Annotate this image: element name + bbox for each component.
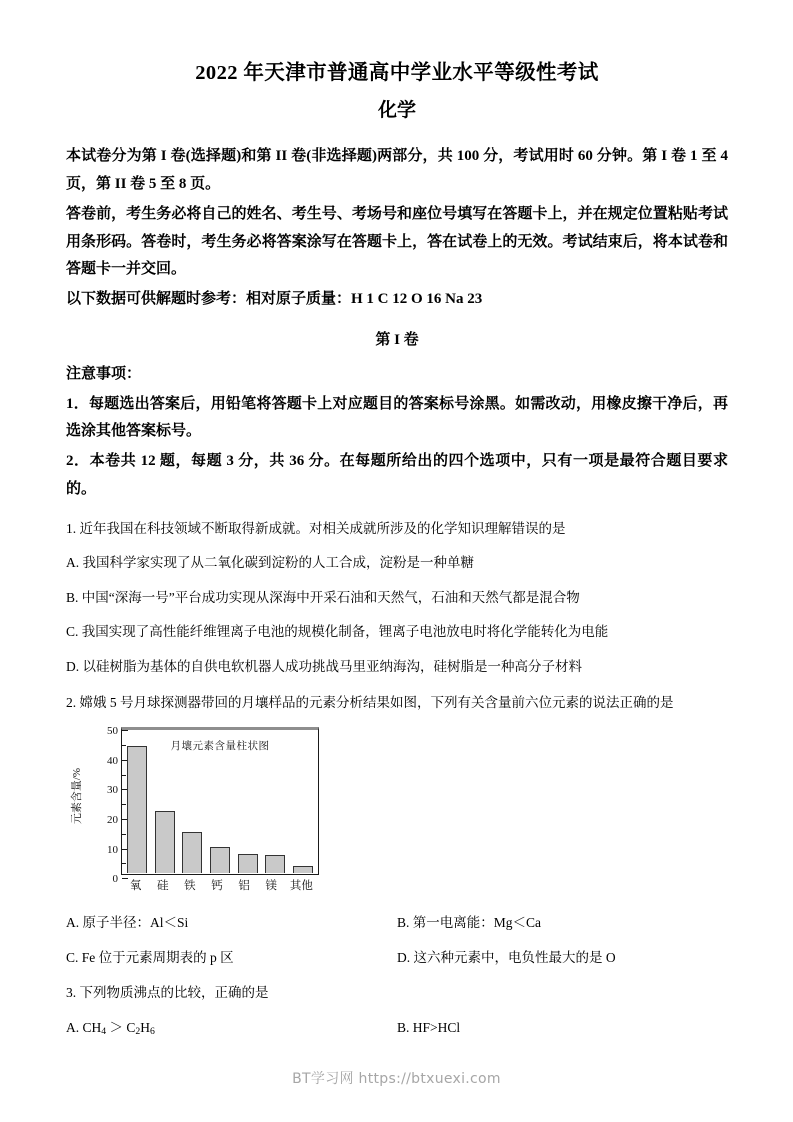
notes-label: 注意事项： xyxy=(66,365,142,382)
chart-y-tick-label: 40 xyxy=(107,754,118,767)
question-2-figure xyxy=(66,721,728,899)
question-1-stem: 1. 近年我国在科技领域不断取得新成就。对相关成就所涉及的化学知识理解错误的是 xyxy=(66,520,566,536)
chart-x-tick-label: 硅 xyxy=(156,880,169,893)
question-2-options-row-1 xyxy=(66,912,728,934)
question-1-option-b[interactable]: B. 中国“深海一号”平台成功实现从深海中开采石油和天然气，石油和天然气都是混合物 xyxy=(66,589,580,605)
chart-plot-area xyxy=(107,725,319,886)
instruction-paragraph-1: 本试卷分为第 I 卷(选择题)和第 II 卷(非选择题)两部分，共 100 分，考试用时 60 分钟。第 I 卷 1 至 4 页，第 II 卷 5 至 8 页。 xyxy=(66,148,728,193)
question-2-options-row-2 xyxy=(66,947,728,969)
chart-x-tick-label: 铁 xyxy=(184,880,196,893)
chart-bar xyxy=(155,811,175,873)
chart-y-tick-label: 0 xyxy=(112,873,118,886)
page-content xyxy=(66,60,728,1040)
chart-y-tick-label: 50 xyxy=(107,725,118,738)
chart-bar xyxy=(293,866,313,873)
question-3-option-a[interactable] xyxy=(66,1017,397,1040)
notes-item-2: 2．本卷共 12 题，每题 3 分，共 36 分。在每题所给出的四个选项中，只有一项是最符合题目要求的。 xyxy=(66,453,728,497)
question-3-options-row-1 xyxy=(66,1017,728,1040)
chart-title: 月壤元素含量柱状图 xyxy=(170,741,270,753)
chart-y-tick-major xyxy=(107,725,128,738)
section-one-heading: 第 I 卷 xyxy=(375,331,419,348)
chart-y-tick-label: 30 xyxy=(107,784,118,797)
notes-item-1: 1．每题选出答案后，用铅笔将答题卡上对应题目的答案标号涂黑。如需改动，用橡皮擦干净后，再选涂其他答案标号。 xyxy=(66,395,728,440)
question-3-option-a-operator: ＞ C xyxy=(106,1019,136,1035)
question-2-option-b[interactable]: B. 第一电离能：Mg＜Ca xyxy=(397,915,542,931)
chart-x-tick-label: 铝 xyxy=(238,880,250,893)
question-1-option-d[interactable]: D. 以硅树脂为基体的自供电软机器人成功挑战马里亚纳海沟，硅树脂是一种高分子材料 xyxy=(66,658,582,674)
question-3-option-a-sub-3: 6 xyxy=(150,1026,155,1038)
chart-x-tick-labels xyxy=(122,877,318,893)
chart-y-tick-label: 20 xyxy=(107,813,118,826)
page-title: 2022 年天津市普通高中学业水平等级性考试 xyxy=(195,62,599,84)
lunar-soil-element-bar-chart xyxy=(71,721,328,899)
site-watermark: BT学习网 https://btxuexi.com xyxy=(292,1071,501,1087)
instruction-paragraph-3: 以下数据可供解题时参考：相对原子质量：H 1 C 12 O 16 Na 23 xyxy=(66,291,483,308)
question-1-option-a[interactable]: A. 我国科学家实现了从二氧化碳到淀粉的人工合成，淀粉是一种单糖 xyxy=(66,555,474,571)
question-3-option-a-prefix: A. CH xyxy=(66,1019,102,1035)
chart-bar xyxy=(127,746,147,873)
chart-bar xyxy=(182,832,202,873)
question-3-option-a-sub-2: 2 xyxy=(135,1026,141,1038)
chart-x-tick-label: 镁 xyxy=(265,880,278,893)
question-2-option-c[interactable]: C. Fe 位于元素周期表的 p 区 xyxy=(66,949,234,965)
chart-bar xyxy=(265,855,285,873)
chart-bar xyxy=(238,854,258,873)
subject-title: 化学 xyxy=(377,99,416,121)
question-3-stem: 3. 下列物质沸点的比较，正确的是 xyxy=(66,985,269,1001)
question-1-option-c[interactable]: C. 我国实现了高性能纤维锂离子电池的规模化制备，锂离子电池放电时将化学能转化为电能 xyxy=(66,624,609,640)
chart-bars xyxy=(123,733,317,873)
question-2-stem: 2. 嫦娥 5 号月球探测器带回的月壤样品的元素分析结果如图，下列有关含量前六位元素的说法正确的是 xyxy=(66,694,674,710)
question-3-option-b[interactable]: B. HF>HCl xyxy=(397,1019,461,1035)
chart-y-tick-label: 10 xyxy=(107,843,118,856)
chart-x-tick-label: 钙 xyxy=(211,880,223,893)
question-3-option-a-h: H xyxy=(140,1019,150,1035)
chart-x-tick-label: 其他 xyxy=(289,880,313,893)
chart-y-axis-label: 元素含量/% xyxy=(71,768,83,825)
chart-x-tick-label: 氧 xyxy=(129,880,142,893)
question-2-option-a[interactable]: A. 原子半径：Al＜Si xyxy=(66,915,189,931)
question-2-option-d[interactable]: D. 这六种元素中，电负性最大的是 O xyxy=(397,949,616,965)
question-3-option-a-sub-1: 4 xyxy=(101,1026,107,1038)
instruction-paragraph-2: 答卷前，考生务必将自己的姓名、考生号、考场号和座位号填写在答题卡上，并在规定位置粘贴考试用条形码。答卷时，考生务必将答案涂写在答题卡上，答在试卷上的无效。考试结束后，将本试卷和答题卡一并交回。 xyxy=(66,205,728,278)
chart-bar xyxy=(210,847,230,874)
